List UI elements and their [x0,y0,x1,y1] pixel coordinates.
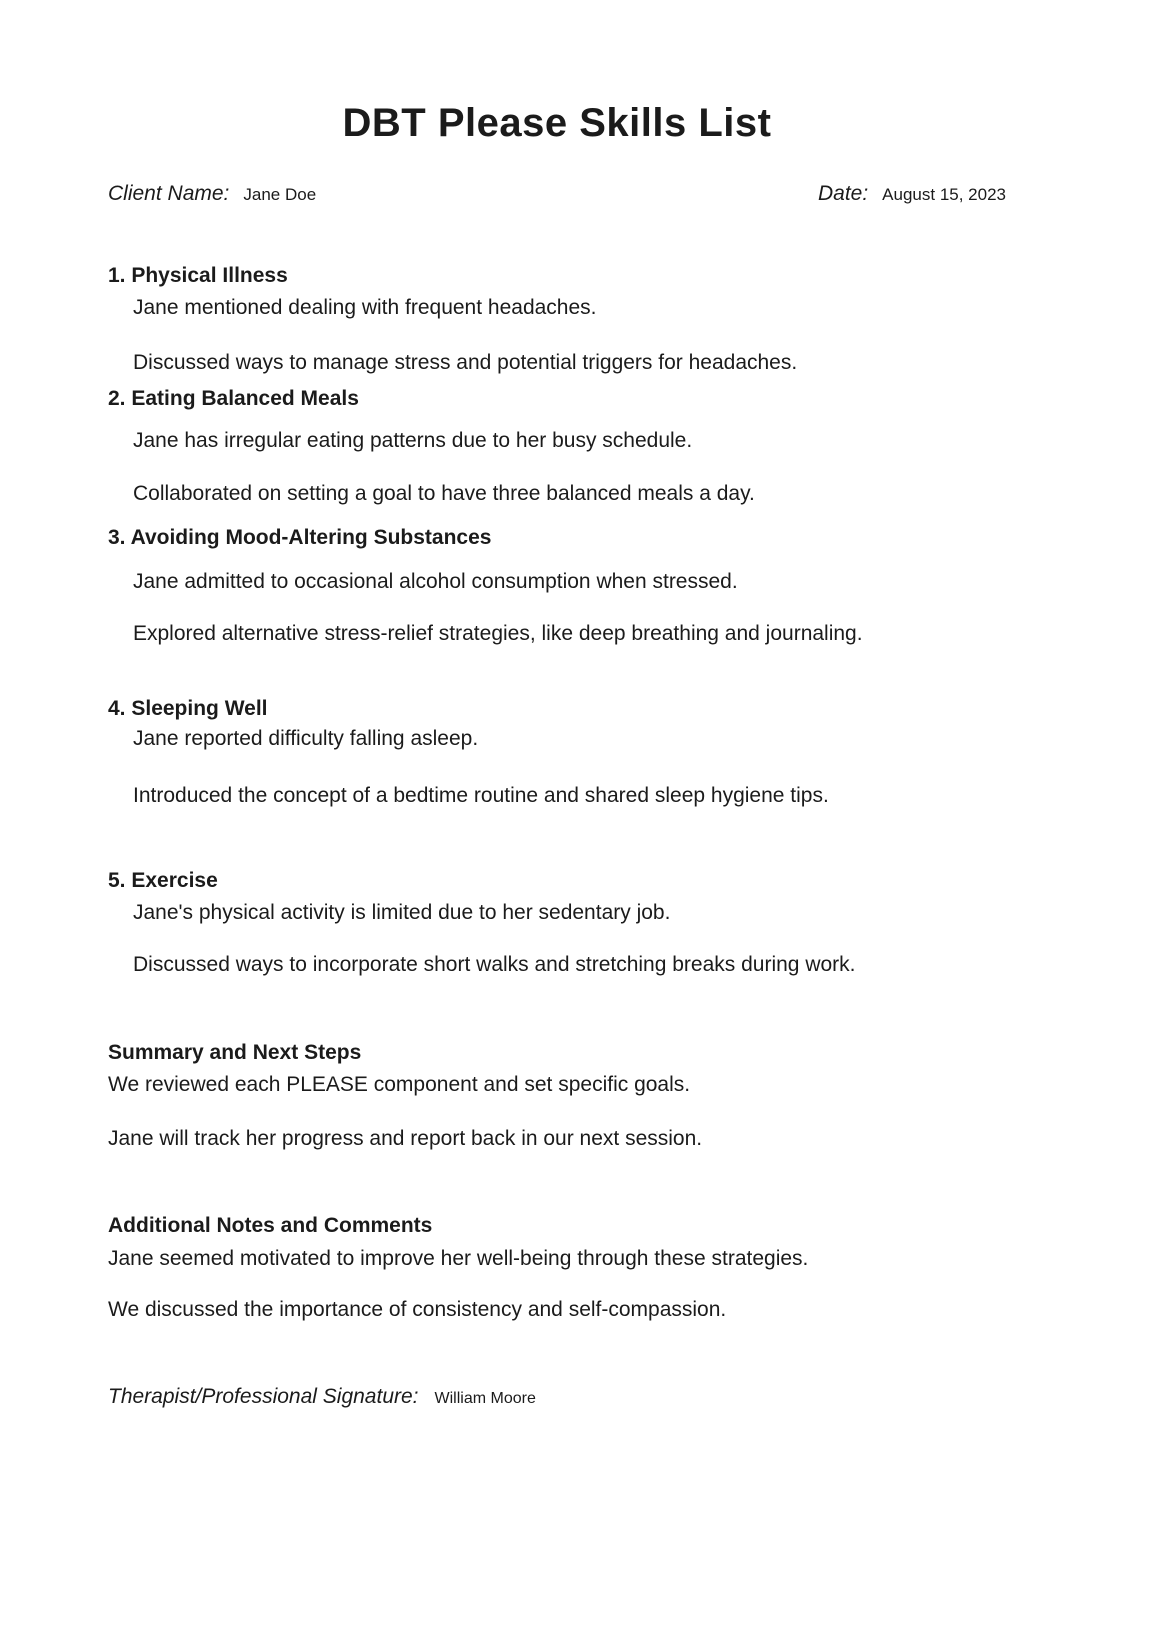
section-paragraph: Discussed ways to manage stress and potential triggers for headaches. [133,351,798,374]
date-label: Date: [817,182,869,205]
section-paragraph: Jane has irregular eating patterns due to her busy schedule. [133,429,693,452]
signature-value: William Moore [434,1390,536,1407]
section-eating-balanced-meals [108,386,1006,507]
client-name-value: Jane Doe [243,185,317,204]
summary-heading: Summary and Next Steps [108,1041,362,1064]
section-paragraph: Jane mentioned dealing with frequent headaches. [133,296,597,319]
section-additional-notes [108,1213,1006,1323]
client-name-label: Client Name: [108,182,230,205]
section-avoiding-substances [108,525,1006,647]
signature-label: Therapist/Professional Signature: [108,1385,419,1408]
additional-notes-paragraph: Jane seemed motivated to improve her well-being through these strategies. [108,1247,809,1270]
section-heading: 5. Exercise [108,869,218,892]
section-exercise [108,868,1006,978]
meta-row [108,181,1006,208]
section-paragraph: Explored alternative stress-relief strategies, like deep breathing and journaling. [133,622,863,645]
section-paragraph: Jane's physical activity is limited due to her sedentary job. [133,901,671,924]
additional-notes-heading: Additional Notes and Comments [108,1214,433,1237]
section-heading: 1. Physical Illness [108,264,288,287]
date-field [818,181,1006,208]
section-paragraph: Jane admitted to occasional alcohol consumption when stressed. [133,570,738,593]
section-sleeping-well [108,696,1006,809]
section-heading: 2. Eating Balanced Meals [108,387,359,410]
section-heading: 4. Sleeping Well [108,697,268,720]
section-paragraph: Collaborated on setting a goal to have three balanced meals a day. [133,482,755,505]
client-name-field [108,181,316,208]
page-title: DBT Please Skills List [342,101,772,145]
summary-paragraph: We reviewed each PLEASE component and set specific goals. [108,1073,691,1096]
section-physical-illness [108,263,1006,376]
section-paragraph: Discussed ways to incorporate short walks and stretching breaks during work. [133,953,856,976]
date-value: August 15, 2023 [882,185,1006,204]
additional-notes-paragraph: We discussed the importance of consistency and self-compassion. [108,1298,727,1321]
summary-paragraph: Jane will track her progress and report back in our next session. [108,1127,703,1150]
section-paragraph: Introduced the concept of a bedtime routine and shared sleep hygiene tips. [133,784,829,807]
signature-row [108,1384,1006,1412]
section-heading: 3. Avoiding Mood-Altering Substances [108,526,492,549]
section-summary-next-steps [108,1040,1006,1152]
section-paragraph: Jane reported difficulty falling asleep. [133,727,479,750]
